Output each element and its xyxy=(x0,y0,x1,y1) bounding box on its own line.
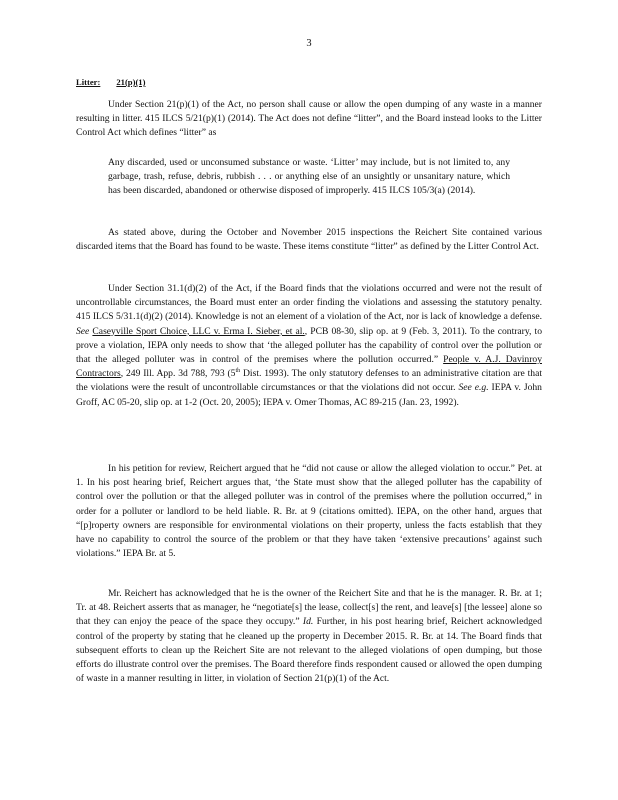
paragraph-text: Under Section 31.1(d)(2) of the Act, if the Board finds that the violations occurred and were not the result of uncontrollable circumstances, the Board must enter an order finding the violations and assessing the statutory penalty. 415 ILCS 5/31.1(d)(2) (2014). Knowledge is not an element of a violation of the Act, nor is lack of knowledge a defense. xyxy=(76,283,542,323)
paragraph-inspections xyxy=(76,226,542,254)
paragraph-text: IEPA v. John Groff, AC 05-20, slip op. at 1-2 (Oct. 20, 2005); IEPA v. Omer Thomas, AC 89-215 (Jan. 23, 1992). xyxy=(76,382,542,408)
paragraph-findings xyxy=(76,587,542,686)
paragraph-petition xyxy=(76,462,542,561)
paragraph-statutory-defenses xyxy=(76,282,542,410)
paragraph-text: , 249 Ill. App. 3d 788, 793 (5 xyxy=(120,368,236,380)
paragraph-text: Dist. 1993). The only statutory defenses to an administrative citation are that the violations were the result of uncontrollable circumstances or that the violations did not occur. xyxy=(76,368,543,394)
case-name: Caseyville Sport Choice, LLC v. Erma I. Sieber, et al. xyxy=(92,325,305,337)
citation-signal: See e.g. xyxy=(458,382,489,394)
paragraph-text: Under Section 21(p)(1) of the Act, no person shall cause or allow the open dumping of any waste in a manner resulting in litter. 415 ILCS 5/21(p)(1) (2014). The Act does not define “litter”, and the Board instead looks to the Litter Control Act which defines “litter” as xyxy=(76,99,542,139)
heading-label: Litter: xyxy=(76,77,101,87)
paragraph-text: Mr. Reichert has acknowledged that he is the owner of the Reichert Site and that he is the manager. R. Br. at 1; Tr. at 48. Reichert asserts that as manager, he “negotiate[s] the lease, collect[s] the rent, and leave[s] [the lessee] alone so that they can enjoy the peace of the space they occupy.” xyxy=(76,588,542,628)
paragraph-open-dumping xyxy=(76,98,542,141)
page-number: 3 xyxy=(306,38,312,49)
paragraph-text: , PCB 08-30, slip op. at 9 (Feb. 3, 2011). To the contrary, to prove a violation, IEPA only needs to show that ‘the alleged polluter has the capability of control over the pollution or that the alleged polluter was in control of the premises where the pollution occurred.” xyxy=(76,325,542,366)
citation-signal: Id. xyxy=(302,616,314,628)
block-quote-litter-definition xyxy=(108,156,510,199)
case-name: People v. A.J. Davinroy Contractors xyxy=(76,354,542,380)
quote-text: Any discarded, used or unconsumed substance or waste. ‘Litter’ may include, but is not limited to, any garbage, trash, refuse, debris, rubbish . . . or anything else of an unsightly or unsanitary nature, which has been discarded, abandoned or otherwise disposed of improperly. 415 ILCS 105/3(a) (2014). xyxy=(108,157,510,197)
citation-signal: See xyxy=(76,325,90,337)
paragraph-text: In his petition for review, Reichert argued that he “did not cause or allow the alleged violation to occur.” Pet. at 1. In his post hearing brief, Reichert argues that, ‘the State must show that the alleged polluter has the capability of control over the pollution or that the alleged polluter was in control of the premises where the pollution occurred,” in order for a polluter or landlord to be held liable. R. Br. at 9 (citations omitted). IEPA, on the other hand, argues that “[p]roperty owners are responsible for environmental violations on their property, unless the facts establish that they have no capability to control the source of the problem or that they have taken ‘extensive precautions’ against such violations.” IEPA Br. at 5. xyxy=(76,463,542,560)
superscript: th xyxy=(235,368,241,375)
section-heading xyxy=(76,75,161,89)
paragraph-text: Further, in his post hearing brief, Reichert acknowledged control of the property by stating that he cleaned up the property in December 2015. R. Br. at 14. The Board finds that subsequent efforts to clean up the Reichert Site are not relevant to the alleged violations of open dumping, but those efforts do illustrate control over the premises. The Board therefore finds respondent caused or allowed the open dumping of waste in a manner resulting in litter, in violation of Section 21(p)(1) of the Act. xyxy=(76,616,542,685)
paragraph-text: As stated above, during the October and November 2015 inspections the Reichert Site contained various discarded items that the Board has found to be waste. These items constitute “litter” as defined by the Litter Control Act. xyxy=(76,227,542,253)
heading-section: 21(p)(1) xyxy=(116,77,146,87)
